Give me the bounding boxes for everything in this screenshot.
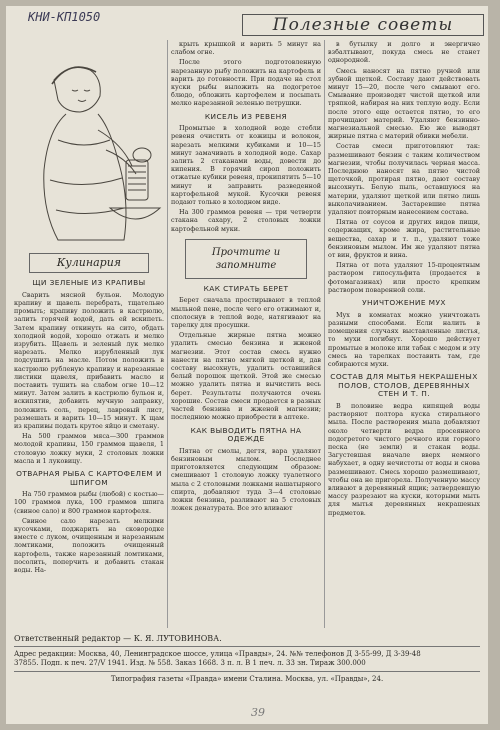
tip-paragraph: в бутылку и долго и энергично взбалтывают, покуда смесь не станет однородной. (328, 40, 480, 65)
page-footer (14, 634, 480, 684)
tip-paragraph: Пятна от соусов и других видов пищи, содержащих, кроме жира, растительные вещества, сахар и т. п., удаляют тоже бензиновым мылом. Им же удаляют пятна от вин, фруктов и вина. (328, 218, 480, 260)
footer-rule (14, 646, 480, 647)
recipe-paragraph: Промытые в холодной воде стебли ревеня очистить от кожицы и волокон, нарезать мелкими кубиками и 10—15 минут замачивать в холодной воде. Сахар залить 2 стаканами воды, довести до кипения. В горячий сироп положить отжатые кубики ревеня, прокипятить 5—10 минут и заправить разведенной картофельной мукой. Кусочки ревеня подают только в холодном виде. (171, 124, 321, 207)
tip-heading: СОСТАВ ДЛЯ МЫТЬЯ НЕКРАШЕНЫХ ПОЛОВ, СТОЛОВ, ДЕРЕВЯННЫХ СТЕН И Т. П. (330, 372, 478, 399)
recipe-paragraph: Свиное сало нарезать мелкими кусочками, поджарить на сковородке вместе с луком, очищенным и нарезанным ломтиками, положить очищенный картофель, также нарезанный ломтиками, посолить, поперчить и добавить стакан воды. На- (14, 516, 164, 575)
page-number: 39 (251, 706, 265, 719)
recipe-heading: КИСЕЛЬ ИЗ РЕВЕНЯ (204, 111, 288, 121)
tip-paragraph: Состав смеси приготовляют так: размешивают бензин с таким количеством магнезии, чтобы получилась черная масса. Последнюю наносят на пятно чистой щеточкой, протирая пятно, дают составу высохнуть. Белую пыль, оставшуюся на материи, удаляют щеткой или пятно лишь выколачиванием. Застаревшие пятна удаляют повторным нанесением состава. (328, 142, 480, 217)
editor-line: Ответственный редактор — К. Я. ЛУТОВИНОВА. (14, 634, 222, 643)
recipe-paragraph: На 300 граммов ревеня — три четверти стакана сахару, 2 столовых ложки картофельной муки. (171, 208, 321, 233)
column-2 (171, 40, 321, 628)
recipe-paragraph: На 750 граммов рыбы (любой) с костью—100 граммов лука, 100 граммов шпига (свиное сало) и 800 граммов картофеля. (14, 490, 164, 515)
recipe-paragraph: На 500 граммов мяса—300 граммов молодой крапивы, 150 граммов щавеля, 1 столовую ложку муки, 2 столовых ложки масла и 1 луковицу. (14, 432, 164, 465)
recipe-paragraph: После этого подготовленную нарезанную рыбу положить на картофель и варить до готовности. При подаче на стол куски рыбы выложить на подогретое блюдо, обложить картофелем и посыпать мелко нарезанной зеленью петрушки. (171, 58, 321, 108)
illustration-woman-cooking (14, 40, 164, 250)
print-line: 37855. Подп. к печ. 27/V 1941. Изд. № 558. Заказ 1668. 3 п. л. В 1 печ. л. 33 зн. Тираж 300.000 (14, 659, 366, 667)
column-divider (324, 40, 325, 628)
newspaper-page (6, 6, 488, 724)
tip-paragraph: Отдельные жирные пятна можно удалить смесью бензина и жженой магнезии. Этот состав смесь нужно нанести на пятно мягкой щеткой и, дав составу высохнуть, удалить оставшийся белый порошок щеткой. Этой же смесью можно удалить пятна и вычистить весь берет. Результаты получаются очень хорошие. Состав смеси продается в разных частей бензина и жженой магнезии; последнюю можно приобрести в аптеке. (171, 331, 321, 422)
illustration-drawing (14, 40, 164, 250)
tip-heading: УНИЧТОЖЕНИЕ МУХ (362, 298, 446, 308)
column-3 (328, 40, 480, 628)
tip-paragraph: В половине ведра кипящей воды растворяют полтора куска стирального мыла. После растворения мыла добавляют около четверти ведра просеянного подогретого чистого речного или горного песка (не земли) и стакан воды. Загустевшая вначале вверх немного набухает, в одну нечистоты от воды и снова размешивают. Смесь хорошо размешивают, чтобы она не пригорела. Полученную массу вливают в деревянный ящик; затвердевшую массу разрезают на куски, которыми мыть для мытья деревянных некрашеных предметов. (328, 401, 480, 517)
page-header-title: Полезные советы (242, 14, 484, 36)
tip-paragraph: Мух в комнатах можно уничтожать разными способами. Если налить в помещения случаях выставленные листья, то мухи погибнут. Хорошо действует промытые в молоке или табак с медом и эту смесь на тарелках поставить там, где собираются мухи. (328, 310, 480, 368)
tip-paragraph: Берет сначала простирывают в теплой мыльной пене, после чего его отжимают и, сполоснув в теплой воде, натягивают на тарелку для просушки. (171, 296, 321, 330)
section-label-read-remember: Прочтите и запомните (185, 239, 307, 279)
tip-heading: КАК СТИРАТЬ БЕРЕТ (203, 283, 289, 293)
recipe-heading: ОТВАРНАЯ РЫБА С КАРТОФЕЛЕМ И ШПИГОМ (16, 469, 162, 487)
tip-paragraph: Смесь наносят на пятно ручной или зубной щеткой. Составу дают действовать минут 15—20, после чего смывают его. Смывание производят чистой щеткой или тряпкой, набирая на них теплую воду. Если после этого еще остается пятно, то его прочищают материй. Удаляют бензинно-магнезиальной смесью. Ею же выводят жирные пятна с материй обивки мебели. (328, 66, 480, 141)
address-line: Адрес редакции: Москва, 40, Ленинградское шоссе, улица «Правды», 24. №№ телефонов Д 3-55-99, Д 3-39-48 (14, 649, 421, 658)
tip-paragraph: Пятна от смолы, дегтя, вара удаляют бензиновым мылом. Последнее приготовляется следующим образом: смешивают 1 столовую ложку туалетного мыла с 2 столовыми ложками нашатырного спирта, добавляют туда 3—4 столовые ложки бензина, разливают на 5 столовых ложек денатурата. Все это вливают (171, 446, 321, 513)
recipe-paragraph: Сварить мясной бульон. Молодую крапиву и щавель перебрать, тщательно промыть; крапиву положить в кастрюлю, залить горячей водой, дать ей вскипеть. Затем крапиву откинуть на сито, обдать холодной водой, хорошо отжать и мелко изрубить. Щавель и зеленый лук мелко нарезать. Мелко изрубленный лук подсушить на масле. Потом положить в кастрюлю рубленую крапиву и нарезанные листики щавеля, прибавить масло и поставить тушить на слабом огне 10—12 минут. Затем залить в кастрюлю бульон и, вскипятив, добавить мучную заправку, положить соль, перец, лавровый лист, размешать и варить 10—15 минут. К щам из крапивы подать крутое яйцо и сметану. (14, 290, 164, 431)
tip-paragraph: Пятна от пота удаляют 15-процентным раствором гипосульфита (продается в фотомагазинах) или просто крепким раствором поваренной соли. (328, 261, 480, 294)
section-label-kulinaria: Кулинария (29, 253, 149, 273)
recipe-paragraph: крыть крышкой и варить 5 минут на слабом огне. (171, 40, 321, 57)
printer-line: Типография газеты «Правда» имени Сталина. Москва, ул. «Правды», 24. (110, 674, 384, 683)
column-divider (167, 40, 168, 628)
footer-rule (14, 671, 480, 672)
handwritten-archive-note: КНИ-КП1050 (28, 10, 101, 24)
recipe-heading: ЩИ ЗЕЛЕНЫЕ ИЗ КРАПИВЫ (32, 278, 146, 288)
tip-heading: КАК ВЫВОДИТЬ ПЯТНА НА ОДЕЖДЕ (190, 425, 302, 444)
column-1 (14, 40, 164, 628)
